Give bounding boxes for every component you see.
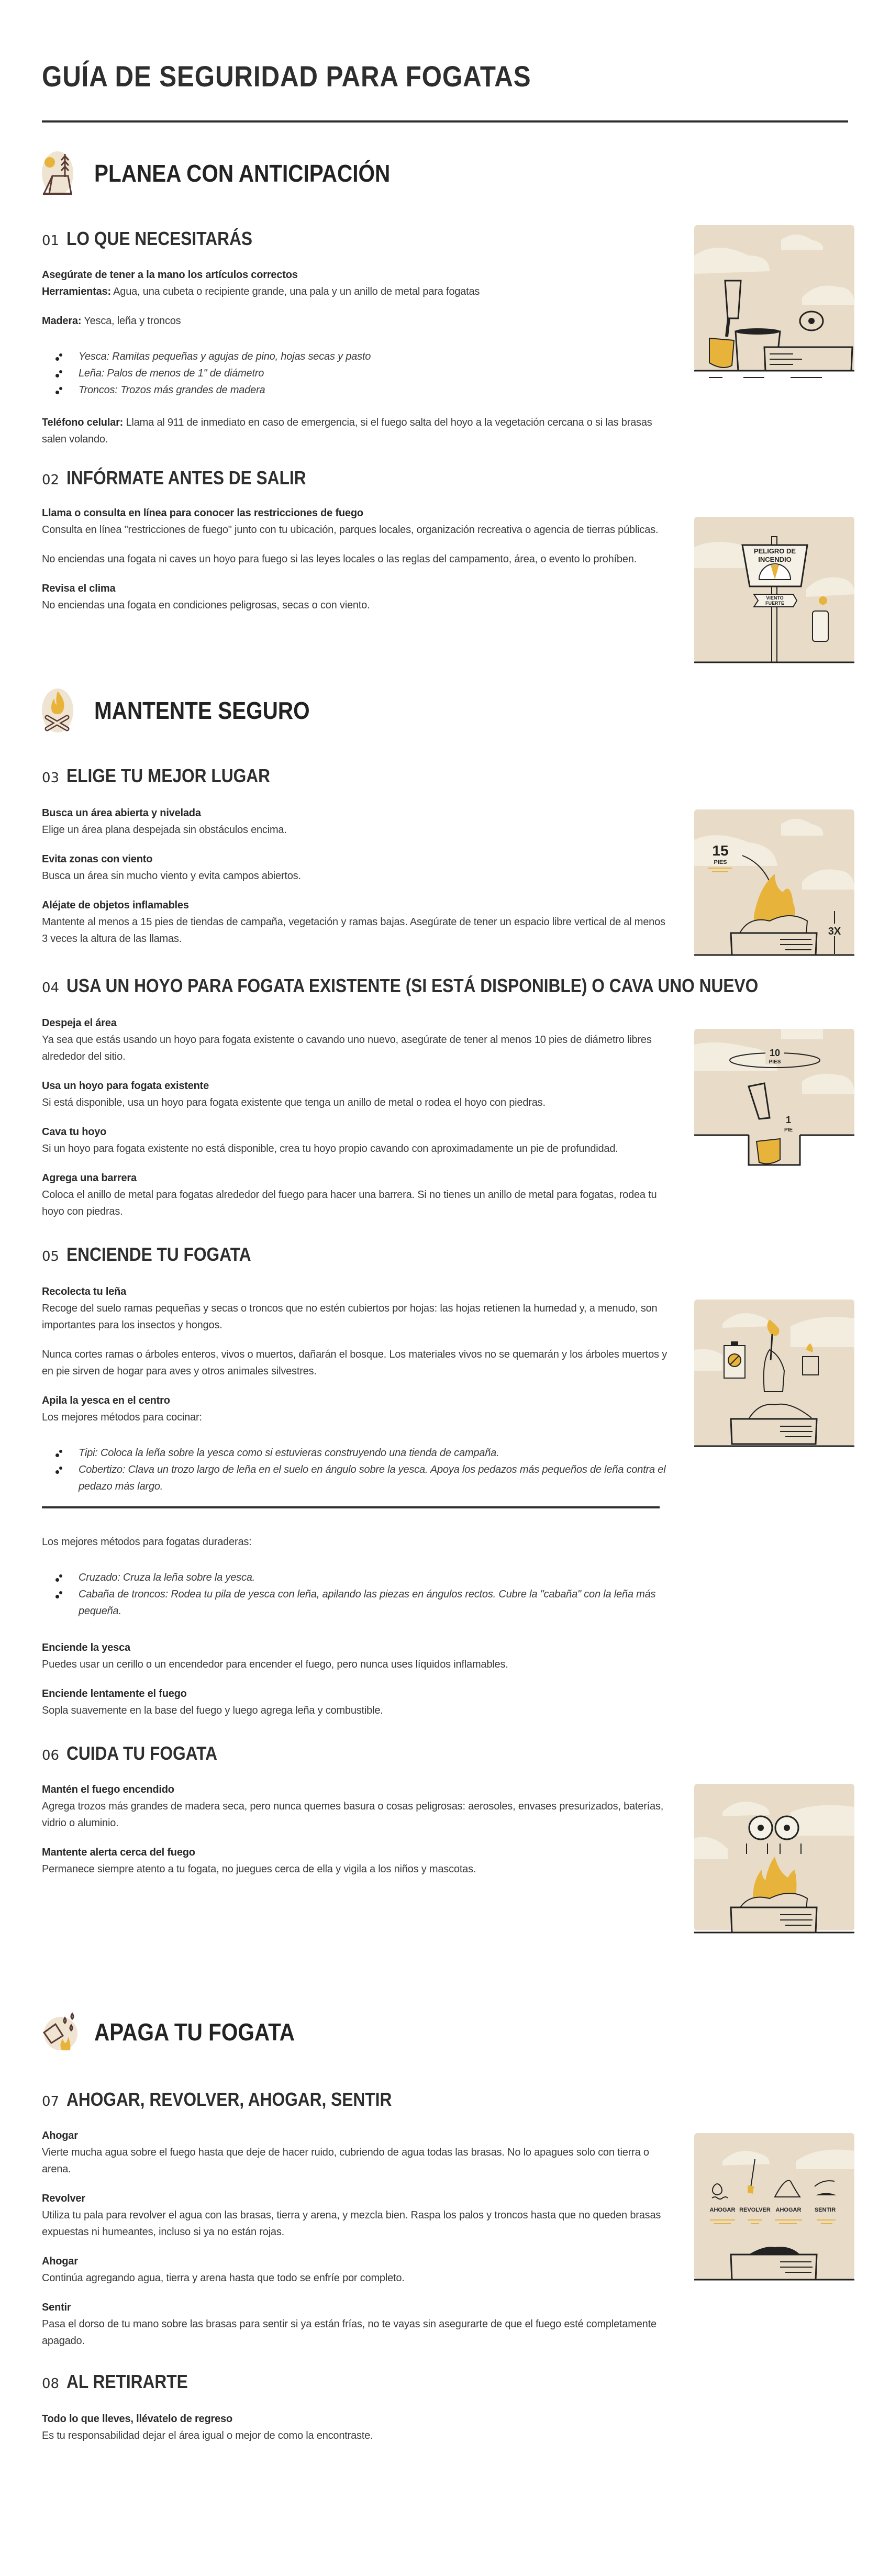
step-body: [42, 1781, 670, 1878]
step-body: [42, 1283, 670, 1719]
paragraph-wood: [42, 313, 670, 329]
step-label: AHOGAR: [709, 2207, 736, 2213]
step-07: [42, 2090, 848, 2349]
section-header-stay-safe: [42, 687, 848, 734]
subheading: Ahogar: [42, 2130, 78, 2141]
step-number: 07: [42, 2094, 60, 2109]
subheading: Llama o consulta en línea para conocer las restricciones de fuego: [42, 507, 363, 519]
step-title: AL RETIRARTE: [66, 2371, 188, 2392]
subheading: Mantente alerta cerca del fuego: [42, 1847, 195, 1858]
step-title: INFÓRMATE ANTES DE SALIR: [66, 467, 306, 488]
step-label: REVOLVER: [739, 2207, 771, 2213]
list-item-text: Cobertizo: Clava un trozo largo de leña en el suelo en ángulo sobre la yesca. Apoya los pedazos más pequeños de leña contra el pedazo más largo.: [79, 1464, 666, 1492]
subheading: Revolver: [42, 2193, 85, 2204]
sign-text-line2: INCENDIO: [758, 556, 792, 563]
bullet-icon: [54, 353, 64, 362]
section-title: PLANEA CON ANTICIPACIÓN: [94, 160, 391, 187]
paragraph: Los mejores métodos para fogatas duraderas:: [42, 1536, 252, 1548]
step-title: ELIGE TU MEJOR LUGAR: [66, 765, 271, 786]
watching-fire-illustration: [686, 1775, 864, 1943]
bullet-icon: [54, 1574, 64, 1583]
list-item: [42, 1586, 670, 1619]
bullet-icon: [54, 370, 64, 379]
list-item: [42, 348, 670, 365]
paragraph-tools: [42, 283, 670, 300]
paragraph: Mantente al menos a 15 pies de tiendas de campaña, vegetación y ramas bajas. Asegúrate de tener un espacio libre vertical de al menos 3 veces la altura de las llamas.: [42, 916, 665, 945]
text: Yesca, leña y troncos: [81, 315, 181, 327]
step-04: [42, 976, 848, 1220]
tent-tree-sun-icon: [42, 150, 84, 197]
step-label: AHOGAR: [775, 2207, 802, 2213]
step-label: SENTIR: [814, 2207, 836, 2213]
subheading: Todo lo que lleves, llévatelo de regreso: [42, 2413, 232, 2425]
list-item-text: Troncos: Trozos más grandes de madera: [79, 384, 265, 396]
step-body: [42, 505, 670, 614]
bullet-icon: [54, 1466, 64, 1475]
subheading: Recolecta tu leña: [42, 1286, 127, 1297]
paragraph: Si un hoyo para fogata existente no está disponible, crea tu hoyo propio cavando con aproximadamente un pie de profundidad.: [42, 1143, 618, 1154]
subheading: Mantén el fuego encendido: [42, 1784, 174, 1795]
subheading: Evita zonas con viento: [42, 853, 153, 865]
list-item: [42, 1569, 670, 1586]
paragraph-phone: [42, 414, 670, 448]
subheading: Agrega una barrera: [42, 1172, 137, 1184]
section-header-plan-ahead: [42, 150, 848, 197]
step-body: [42, 2411, 670, 2444]
step-02: [42, 469, 848, 614]
step-header: [42, 2372, 848, 2392]
shovel-bucket-firewood-illustration: [686, 219, 864, 386]
step-number: 08: [42, 2376, 60, 2392]
subheading: Busca un área abierta y nivelada: [42, 807, 201, 819]
step-05: [42, 1245, 848, 1719]
paragraph: Pasa el dorso de tu mano sobre las brasas para sentir si ya están frías, no te vayas sin asegurarte de que el fuego esté completamente apagado.: [42, 2318, 657, 2347]
label: Madera:: [42, 315, 82, 327]
step-number: 02: [42, 472, 60, 488]
paragraph: Si está disponible, usa un hoyo para fogata existente que tenga un anillo de metal o rodea el hoyo con piedras.: [42, 1097, 546, 1108]
step-number: 03: [42, 770, 60, 786]
step-body: [42, 1015, 670, 1220]
paragraph: Es tu responsabilidad dejar el área igual o mejor de como la encontraste.: [42, 2430, 373, 2441]
paragraph: Los mejores métodos para cocinar:: [42, 1412, 202, 1423]
diameter-number: 10: [769, 1048, 781, 1058]
step-header: [42, 2090, 848, 2109]
paragraph: Nunca cortes ramas o árboles enteros, vivos o muertos, dañarán el bosque. Los materiales vivos no se quemarán y los árboles muertos y en pie sirven de hogar para aves y otros animales silvestres.: [42, 1349, 668, 1377]
paragraph: Utiliza tu pala para revolver el agua con las brasas, tierra y arena, y mezcla bien. Raspa los palos y troncos hasta que no queden brasas expuestas ni humeantes, incluso si ya no están rojas.: [42, 2209, 661, 2238]
list-item: [42, 365, 670, 382]
height-multiplier: 3X: [828, 926, 841, 937]
step-number: 05: [42, 1249, 60, 1264]
step-number: 01: [42, 233, 60, 249]
step-01: [42, 229, 848, 448]
step-header: [42, 1245, 848, 1264]
title-divider: [42, 120, 848, 123]
paragraph: Elige un área plana despejada sin obstáculos encima.: [42, 824, 287, 836]
step-body: [42, 805, 670, 947]
paragraph: No enciendas una fogata en condiciones peligrosas, secas o con viento.: [42, 599, 370, 611]
subheading: Cava tu hoyo: [42, 1126, 107, 1138]
list-item: [42, 382, 670, 398]
section-title: APAGA TU FOGATA: [94, 2018, 295, 2046]
label: Teléfono celular:: [42, 417, 124, 428]
subheading: Ahogar: [42, 2256, 78, 2267]
step-title: ENCIENDE TU FOGATA: [66, 1243, 251, 1265]
text: Llama al 911 de inmediato en caso de emergencia, si el fuego salta del hoyo a la vegetación cercana o si las brasas salen volando.: [42, 417, 652, 445]
text: Agua, una cubeta o recipiente grande, una pala y un anillo de metal para fogatas: [110, 286, 480, 297]
paragraph: Recoge del suelo ramas pequeñas y secas o troncos que no estén cubiertos por hojas: las hojas retienen la humedad y, a menudo, son importantes para los insectos y hongos.: [42, 1303, 658, 1331]
subheading: Asegúrate de tener a la mano los artículos correctos: [42, 269, 298, 281]
list-item: [42, 1445, 670, 1461]
list-item: [42, 1461, 670, 1495]
step-08: [42, 2372, 848, 2444]
cooking-methods-list: [42, 1445, 670, 1495]
campfire-distance-illustration: [686, 803, 864, 971]
step-header: [42, 1744, 848, 1763]
step-03: [42, 767, 848, 947]
subheading: Enciende la yesca: [42, 1642, 130, 1653]
label: Herramientas:: [42, 286, 111, 297]
paragraph: No enciendas una fogata ni caves un hoyo para fuego si las leyes locales o las reglas del campamento, área, o evento lo prohíben.: [42, 553, 637, 565]
bullet-icon: [54, 1449, 64, 1459]
paragraph: Vierte mucha agua sobre el fuego hasta que deje de hacer ruido, cubriendo de agua todas las brasas. No lo apagues solo con tierra o arena.: [42, 2147, 649, 2175]
list-item-text: Leña: Palos de menos de 1" de diámetro: [79, 368, 264, 379]
step-title: AHOGAR, REVOLVER, AHOGAR, SENTIR: [66, 2089, 392, 2110]
dig-pit-illustration: [686, 1029, 864, 1196]
paragraph: Busca un área sin mucho viento y evita campos abiertos.: [42, 870, 301, 882]
step-title: LO QUE NECESITARÁS: [66, 228, 253, 249]
list-item-text: Cabaña de troncos: Rodea tu pila de yesca con leña, apilando las piezas en ángulos rectos. Cubre la "cabaña" con la leña más pequeña.: [79, 1589, 656, 1617]
list-item-text: Cruzado: Cruza la leña sobre la yesca.: [79, 1572, 255, 1583]
subheading: Despeja el área: [42, 1017, 117, 1029]
paragraph: Sopla suavemente en la base del fuego y luego agrega leña y combustible.: [42, 1705, 383, 1716]
distance-number: 15: [712, 842, 729, 859]
list-item-text: Tipi: Coloca la leña sobre la yesca como si estuvieras construyendo una tienda de campaña.: [79, 1447, 499, 1459]
subheading: Sentir: [42, 2302, 71, 2313]
wood-list: [42, 348, 670, 398]
section-title: MANTENTE SEGURO: [94, 697, 310, 724]
step-body: [42, 2127, 670, 2349]
subheading: Revisa el clima: [42, 583, 116, 594]
subheading: Enciende lentamente el fuego: [42, 1688, 187, 1700]
step-06: [42, 1744, 848, 1878]
arrow-text-line2: FUERTE: [765, 601, 784, 606]
paragraph: Ya sea que estás usando un hoyo para fogata existente o cavando uno nuevo, asegúrate de tener al menos 10 pies de diámetro libres alrededor del sitio.: [42, 1034, 652, 1062]
lasting-methods-list: [42, 1569, 670, 1619]
sign-text-line1: PELIGRO DE: [753, 547, 796, 555]
fire-danger-sign-illustration: [686, 510, 864, 678]
depth-unit: PIE: [784, 1127, 793, 1133]
extinguish-steps-illustration: [686, 2119, 864, 2287]
paragraph: Permanece siempre atento a tu fogata, no juegues cerca de ella y vigila a los niños y mascotas.: [42, 1863, 476, 1875]
step-title: CUIDA TU FOGATA: [66, 1742, 218, 1764]
divider: [42, 1506, 660, 1508]
step-header: [42, 469, 848, 488]
match-lighter-illustration: [686, 1297, 864, 1465]
step-header: [42, 767, 848, 786]
step-header: [42, 976, 848, 996]
paragraph: Consulta en línea "restricciones de fuego" junto con tu ubicación, parques locales, organización recreativa o agencia de tierras públicas.: [42, 524, 659, 536]
arrow-text-line1: VIENTO: [766, 595, 784, 601]
campfire-icon: [42, 687, 84, 734]
paragraph: Coloca el anillo de metal para fogatas alrededor del fuego para hacer una barrera. Si no tienes un anillo de metal para fogatas, rodea tu hoyo con piedras.: [42, 1189, 657, 1217]
step-number: 04: [42, 980, 60, 996]
step-number: 06: [42, 1748, 60, 1763]
depth-number: 1: [785, 1115, 792, 1125]
subheading: Aléjate de objetos inflamables: [42, 900, 189, 911]
list-item-text: Yesca: Ramitas pequeñas y agujas de pino, hojas secas y pasto: [79, 351, 371, 362]
subheading: Apila la yesca en el centro: [42, 1395, 170, 1406]
extinguish-fire-icon: [42, 2008, 84, 2056]
paragraph: Continúa agregando agua, tierra y arena hasta que todo se enfríe por completo.: [42, 2272, 405, 2284]
section-header-extinguish: [42, 2008, 848, 2056]
page-title: GUÍA DE SEGURIDAD PARA FOGATAS: [42, 60, 531, 93]
subheading: Usa un hoyo para fogata existente: [42, 1080, 209, 1092]
bullet-icon: [54, 386, 64, 396]
distance-unit: PIES: [714, 859, 727, 865]
bullet-icon: [54, 1591, 64, 1600]
diameter-unit: PIES: [769, 1059, 781, 1065]
step-title: USA UN HOYO PARA FOGATA EXISTENTE (SI ESTÁ DISPONIBLE) O CAVA UNO NUEVO: [66, 975, 759, 996]
paragraph: Puedes usar un cerillo o un encendedor para encender el fuego, pero nunca uses líquidos inflamables.: [42, 1659, 508, 1670]
paragraph: Agrega trozos más grandes de madera seca, pero nunca quemes basura o cosas peligrosas: aerosoles, envases presurizados, baterías, vidrio o aluminio.: [42, 1801, 664, 1829]
step-body: [42, 267, 670, 448]
